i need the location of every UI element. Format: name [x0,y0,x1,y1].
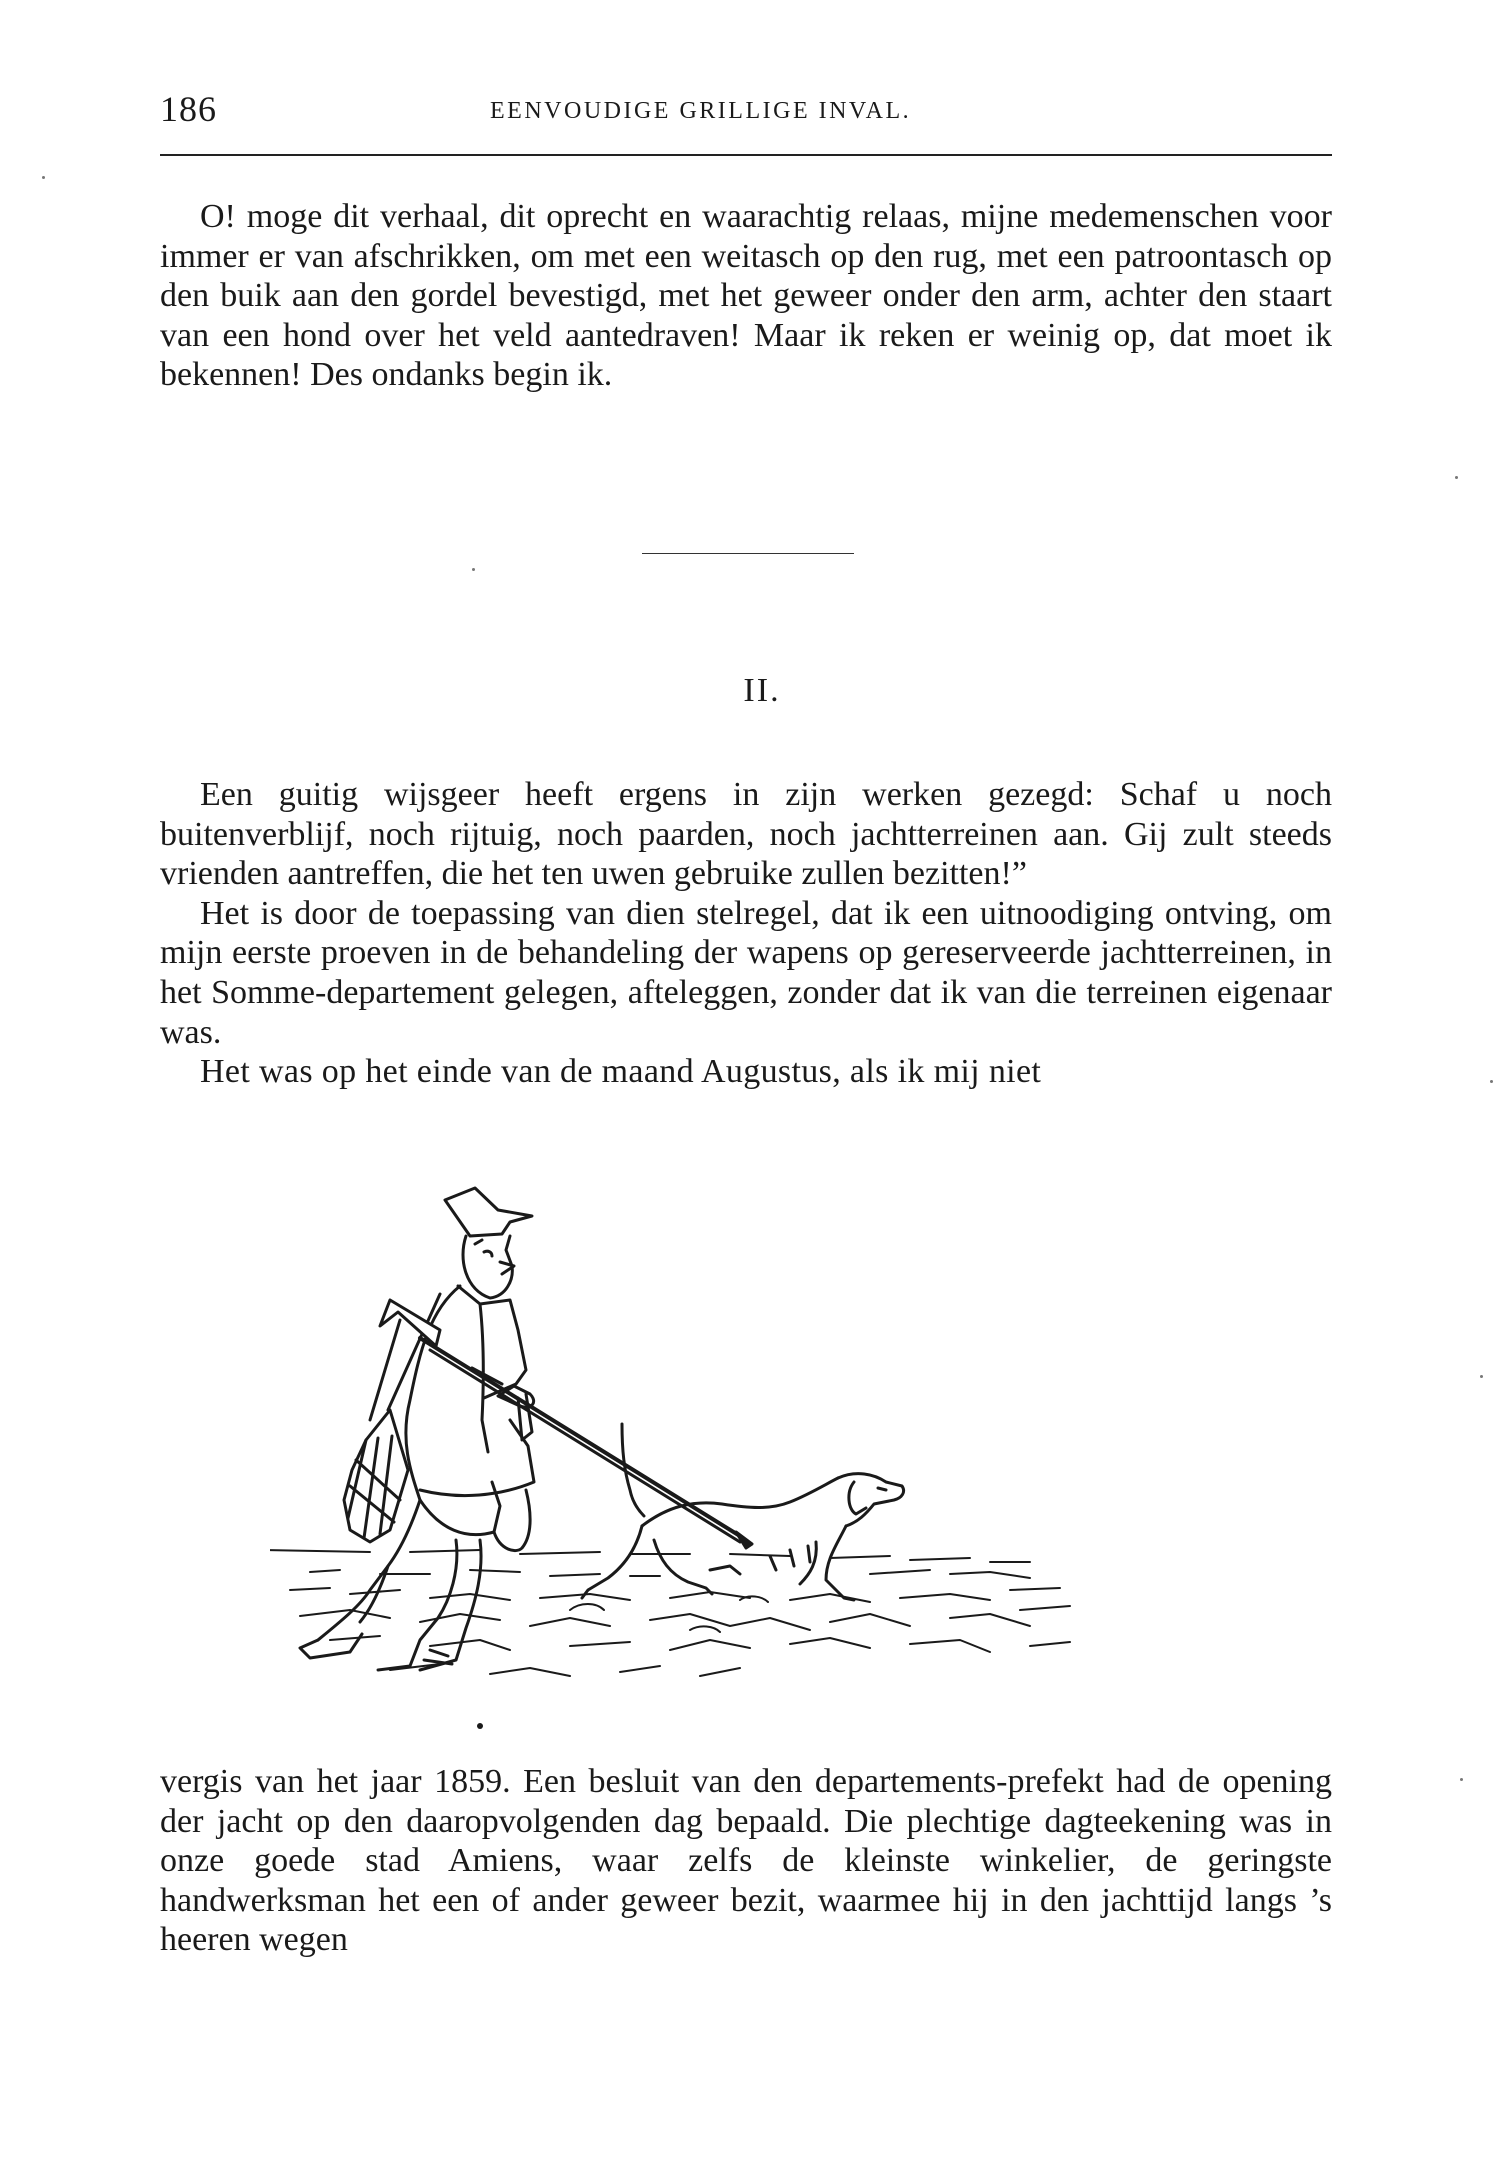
page-header [160,88,1332,138]
ink-dot [477,1723,483,1729]
paragraph: O! moge dit verhaal, dit oprecht en waarachtig relaas, mijne medemenschen voor immer er van afschrikken, om met een weitasch op den rug, met een patroontasch op den buik aan den gordel bevestigd, met het geweer onder den arm, achter den staart van een hond over het veld aantedraven! Maar ik reken er weinig op, dat moet ik bekennen! Des ondanks begin ik. [160,198,1332,394]
paper-speck [472,568,475,571]
section-1-text [160,197,1332,395]
paper-speck [1480,1375,1483,1378]
header-rule [160,154,1332,156]
shotgun [380,1300,752,1548]
hunter-and-dog-illustration [270,1170,1190,1730]
section-title-text: II. [743,672,781,709]
paragraph: Een guitig wijsgeer heeft ergens in zijn werken gezegd: Schaf u noch buitenverblijf, noch rijtuig, noch paarden, noch jachtterreinen aan. Gij zult steeds vrienden aantreffen, die het ten uwen gebruike zullen bezitten!” [160,776,1332,893]
paper-speck [1490,1080,1493,1083]
paragraph: Het was op het einde van de maand Augustus, als ik mij niet [200,1053,1042,1091]
paper-speck [1460,1778,1463,1781]
section-2-text [160,775,1332,1092]
section-2-continuation [160,1762,1332,1960]
running-head: EENVOUDIGE GRILLIGE INVAL. [490,98,912,124]
paragraph: vergis van het jaar 1859. Een besluit van den departements-prefekt had de opening der jacht op den daaropvolgenden dag bepaald. Die plechtige dagteekening was in onze goede stad Amiens, waar zelfs de kleinste winkelier, de geringste handwerksman het een of ander geweer bezit, waarmee hij in den jachttijd langs ’s heeren wegen [160,1763,1332,1959]
page-number: 186 [160,89,217,129]
paper-speck [1455,476,1458,479]
section-divider [642,553,854,554]
dog-figure [582,1424,904,1600]
paper-speck [42,176,45,179]
section-title [0,672,1508,710]
paragraph: Het is door de toepassing van dien stelregel, dat ik een uitnoodiging ontving, om mijn eerste proeven in de behandeling der wapens op gereserveerde jachtterreinen, in het Somme-departement gelegen, afteleggen, zonder dat ik van die terreinen eigenaar was. [160,894,1332,1051]
